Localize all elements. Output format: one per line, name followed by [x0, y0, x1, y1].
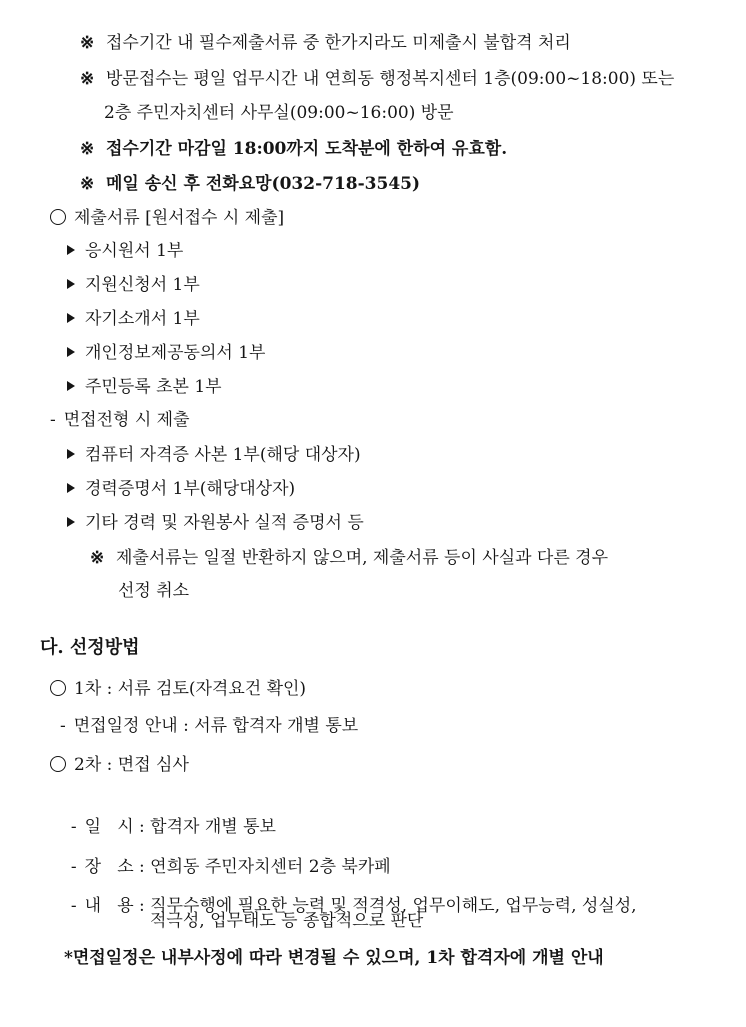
selection-step-1-detail: - 면접일정 안내 : 서류 합격자 개별 통보: [60, 716, 359, 736]
document-item: 개인정보제공동의서 1부: [67, 342, 265, 364]
reference-mark-icon: ※: [80, 69, 95, 89]
dash-bullet: -: [70, 817, 77, 837]
dash-bullet: -: [60, 716, 66, 736]
note-2: ※ 방문접수는 평일 업무시간 내 연희동 행정복지센터 1층(09:00~18:00) 또는: [80, 69, 675, 89]
documents-note: ※ 제출서류는 일절 반환하지 않으며, 제출서류 등이 사실과 다른 경우: [90, 548, 609, 568]
document-item: 자기소개서 1부: [67, 308, 200, 330]
documents-heading: 제출서류 [원서접수 시 제출]: [50, 207, 284, 229]
circle-bullet-icon: [50, 209, 66, 225]
triangle-bullet-icon: [67, 347, 75, 357]
reference-mark-icon: ※: [90, 548, 105, 568]
note-4: ※ 메일 송신 후 전화요망(032-718-3545): [80, 174, 421, 194]
reference-mark-icon: ※: [80, 139, 95, 159]
selection-step-2: 2차 : 면접 심사: [50, 754, 189, 776]
triangle-bullet-icon: [67, 279, 75, 289]
triangle-bullet-icon: [67, 245, 75, 255]
selection-heading: 다. 선정방법: [40, 637, 140, 658]
document-item: 응시원서 1부: [67, 240, 183, 262]
note-2-cont: 2층 주민자치센터 사무실(09:00~16:00) 방문: [104, 103, 454, 123]
document-item: 지원신청서 1부: [67, 274, 200, 296]
interview-doc-item: 기타 경력 및 자원봉사 실적 증명서 등: [67, 512, 364, 534]
dash-bullet: -: [50, 410, 56, 430]
note-1: ※ 접수기간 내 필수제출서류 중 한가지라도 미제출시 불합격 처리: [80, 33, 571, 53]
documents-note-cont: 선정 취소: [118, 581, 190, 601]
circle-bullet-icon: [50, 680, 66, 696]
circle-bullet-icon: [50, 756, 66, 772]
reference-mark-icon: ※: [80, 174, 95, 194]
dash-bullet: -: [70, 896, 77, 916]
reference-mark-icon: ※: [80, 33, 95, 53]
interview-docs-heading: - 면접전형 시 제출: [50, 410, 190, 430]
selection-content: - 내 용 : 직무수행에 필요한 능력 및 적격성, 업무이해도, 업무능력, 성실성,: [70, 896, 637, 916]
document-item: 주민등록 초본 1부: [67, 376, 222, 398]
dash-bullet: -: [70, 857, 77, 877]
selection-step-1: 1차 : 서류 검토(자격요건 확인): [50, 678, 306, 700]
triangle-bullet-icon: [67, 483, 75, 493]
interview-schedule-note: *면접일정은 내부사정에 따라 변경될 수 있으며, 1차 합격자에 개별 안내: [64, 948, 604, 968]
note-3: ※ 접수기간 마감일 18:00까지 도착분에 한하여 유효함.: [80, 139, 508, 159]
selection-place: - 장 소 : 연희동 주민자치센터 2층 북카페: [70, 857, 391, 877]
selection-date: - 일 시 : 합격자 개별 통보: [70, 817, 276, 837]
selection-content-cont: 적극성, 업무태도 등 종합적으로 판단: [150, 911, 424, 931]
interview-doc-item: 경력증명서 1부(해당대상자): [67, 478, 295, 500]
triangle-bullet-icon: [67, 517, 75, 527]
interview-doc-item: 컴퓨터 자격증 사본 1부(해당 대상자): [67, 444, 361, 466]
triangle-bullet-icon: [67, 313, 75, 323]
triangle-bullet-icon: [67, 381, 75, 391]
triangle-bullet-icon: [67, 449, 75, 459]
